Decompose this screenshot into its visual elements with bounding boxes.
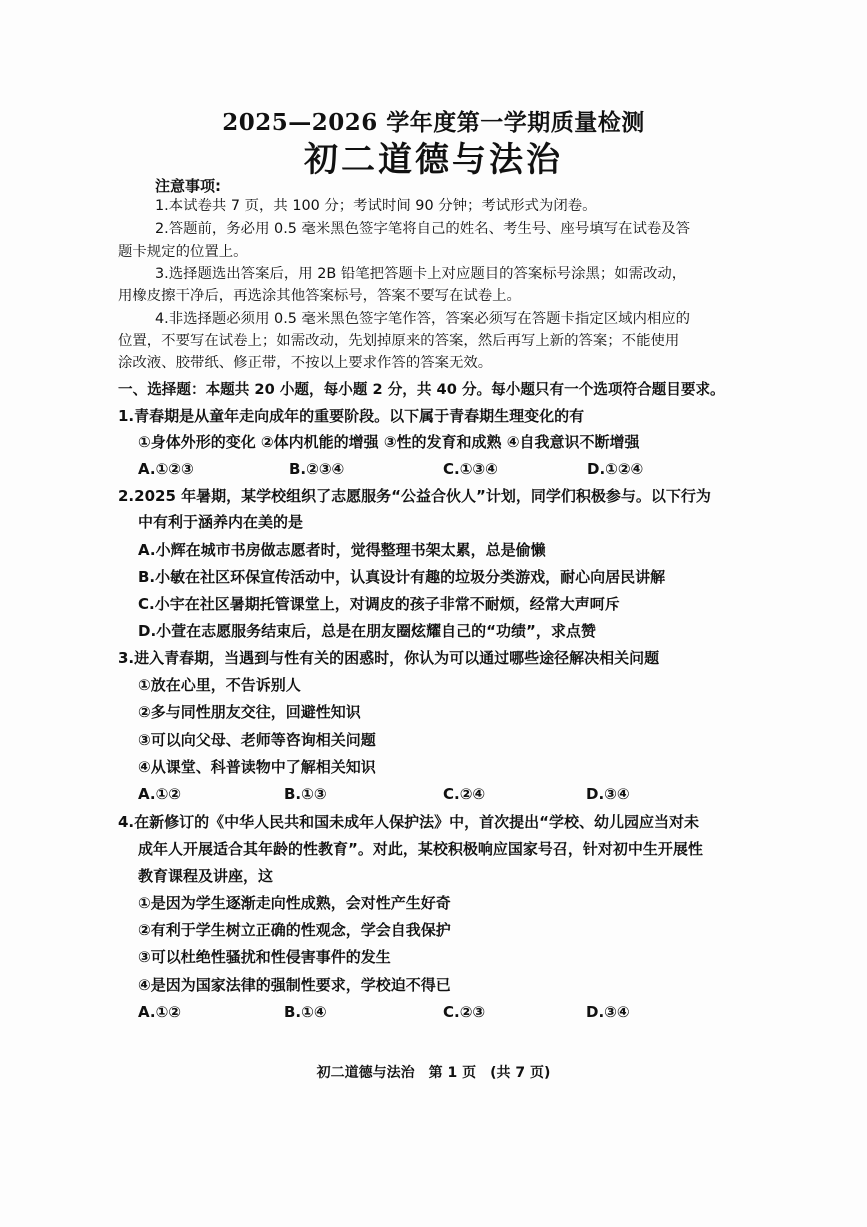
question-4-option-d: D.③④ bbox=[586, 1003, 630, 1021]
question-3-option-c: C.②④ bbox=[443, 785, 486, 803]
page-footer: 初二道德与法治 第 1 页 (共 7 页) bbox=[316, 1065, 551, 1081]
notice-line-4: 3.选择题选出答案后，用 2B 铅笔把答题卡上对应题目的答案标号涂黑；如需改动， bbox=[155, 266, 687, 282]
exam-title-subject: 初二道德与法治 bbox=[304, 140, 563, 180]
notice-line-2: 2.答题前，务必用 0.5 毫米黑色签字笔将自己的姓名、考生号、座号填写在试卷及答 bbox=[155, 221, 691, 237]
notice-heading: 注意事项: bbox=[155, 177, 221, 195]
notice-line-8: 涂改液、胶带纸、修正带，不按以上要求作答的答案无效。 bbox=[118, 355, 493, 371]
question-3-item-1: ①放在心里，不告诉别人 bbox=[138, 676, 301, 694]
question-2-choice-a: A.小辉在城市书房做志愿者时，觉得整理书架太累，总是偷懒 bbox=[138, 541, 546, 559]
exam-title-term: 2025—2026 学年度第一学期质量检测 bbox=[222, 109, 645, 136]
question-4-item-3: ③可以杜绝性骚扰和性侵害事件的发生 bbox=[138, 948, 391, 966]
question-3-item-2: ②多与同性朋友交往，回避性知识 bbox=[138, 703, 361, 721]
notice-line-7: 位置，不要写在试卷上；如需改动，先划掉原来的答案，然后再写上新的答案；不能使用 bbox=[118, 333, 680, 349]
question-1-stem: 1.青春期是从童年走向成年的重要阶段。以下属于青春期生理变化的有 bbox=[118, 407, 585, 425]
question-4-stem-line-2: 成年人开展适合其年龄的性教育”。对此，某校积极响应国家号召，针对初中生开展性 bbox=[138, 840, 703, 858]
question-4-option-a: A.①② bbox=[138, 1003, 181, 1021]
question-1-items: ①身体外形的变化 ②体内机能的增强 ③性的发育和成熟 ④自我意识不断增强 bbox=[138, 433, 640, 451]
question-3-item-3: ③可以向父母、老师等咨询相关问题 bbox=[138, 731, 376, 749]
question-4-option-b: B.①④ bbox=[284, 1003, 327, 1021]
question-3-option-b: B.①③ bbox=[284, 785, 327, 803]
question-1-option-c: C.①③④ bbox=[443, 460, 498, 478]
question-1-option-a: A.①②③ bbox=[138, 460, 194, 478]
question-3-option-a: A.①② bbox=[138, 785, 181, 803]
question-1-option-b: B.②③④ bbox=[289, 460, 345, 478]
question-2-choice-c: C.小宇在社区暑期托管课堂上，对调皮的孩子非常不耐烦，经常大声呵斥 bbox=[138, 595, 620, 613]
question-4-item-1: ①是因为学生逐渐走向性成熟，会对性产生好奇 bbox=[138, 894, 451, 912]
question-2-choice-d: D.小萱在志愿服务结束后，总是在朋友圈炫耀自己的“功绩”，求点赞 bbox=[138, 622, 596, 640]
question-3-option-d: D.③④ bbox=[586, 785, 630, 803]
question-4-option-c: C.②③ bbox=[443, 1003, 486, 1021]
question-2-stem-line-1: 2.2025 年暑期，某学校组织了志愿服务“公益合伙人”计划，同学们积极参与。以下行为 bbox=[118, 487, 711, 505]
question-4-stem-line-1: 4.在新修订的《中华人民共和国未成年人保护法》中，首次提出“学校、幼儿园应当对未 bbox=[118, 813, 699, 831]
notice-line-3: 题卡规定的位置上。 bbox=[118, 244, 248, 260]
question-4-stem-line-3: 教育课程及讲座，这 bbox=[138, 867, 274, 885]
question-2-choice-b: B.小敏在社区环保宣传活动中，认真设计有趣的垃圾分类游戏，耐心向居民讲解 bbox=[138, 568, 666, 586]
notice-line-1: 1.本试卷共 7 页，共 100 分；考试时间 90 分钟；考试形式为闭卷。 bbox=[155, 198, 597, 214]
question-3-stem: 3.进入青春期，当遇到与性有关的困惑时，你认为可以通过哪些途径解决相关问题 bbox=[118, 649, 660, 667]
question-4-item-2: ②有利于学生树立正确的性观念，学会自我保护 bbox=[138, 921, 451, 939]
section-heading: 一、选择题：本题共 20 小题，每小题 2 分，共 40 分。每小题只有一个选项符合题目要求。 bbox=[118, 381, 725, 398]
notice-line-6: 4.非选择题必须用 0.5 毫米黑色签字笔作答，答案必须写在答题卡指定区域内相应的 bbox=[155, 311, 691, 327]
question-3-item-4: ④从课堂、科普读物中了解相关知识 bbox=[138, 758, 376, 776]
question-2-stem-line-2: 中有利于涵养内在美的是 bbox=[138, 513, 304, 531]
question-1-option-d: D.①②④ bbox=[587, 460, 644, 478]
notice-line-5: 用橡皮擦干净后，再选涂其他答案标号，答案不要写在试卷上。 bbox=[118, 288, 521, 304]
question-4-item-4: ④是因为国家法律的强制性要求，学校迫不得已 bbox=[138, 976, 451, 994]
